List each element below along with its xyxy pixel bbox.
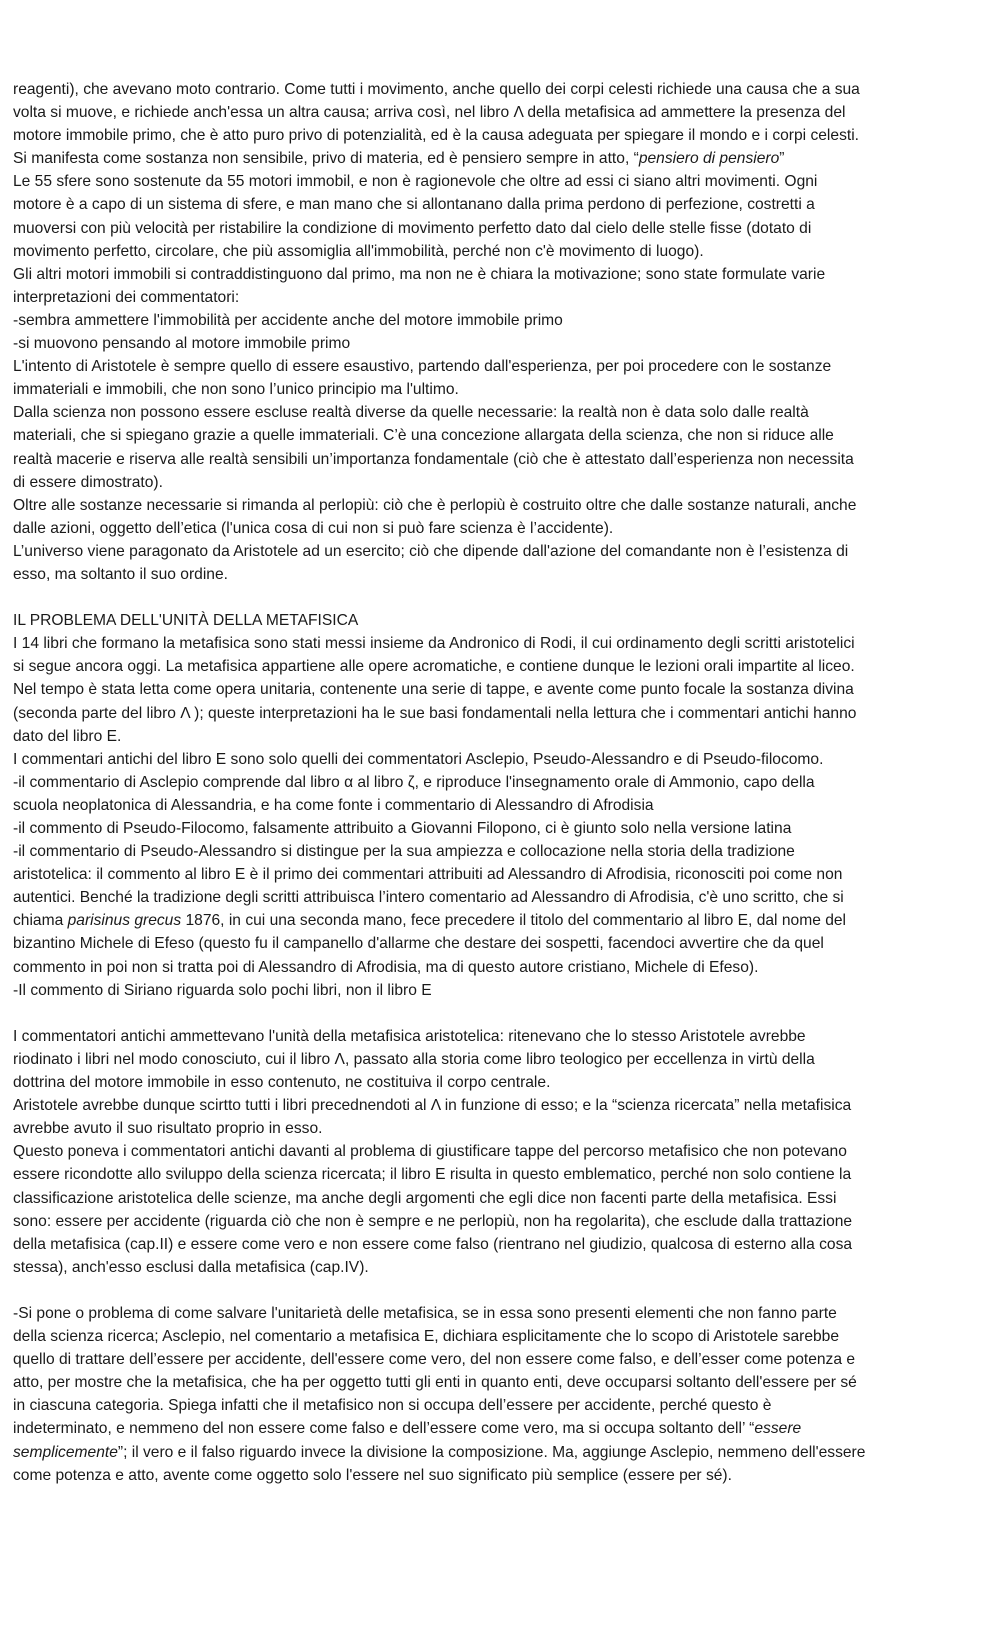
line-text: classificazione aristotelica delle scienze, ma anche degli argomenti che egli dice non facenti parte della metafisica. Essi xyxy=(13,1189,837,1207)
line-text: avrebbe avuto il suo risultato proprio in esso. xyxy=(13,1120,323,1138)
text-line xyxy=(13,471,993,494)
line-text: sono: essere per accidente (riguarda ciò che non è sempre e ne perlopiù, non ha regolarita), che esclude dalla trattazione xyxy=(13,1212,853,1230)
line-text: muoversi con più velocità per ristabilire la condizione di movimento perfetto dato dal cielo delle stelle fisse (dotato di xyxy=(13,219,812,237)
italic-text: pensiero di pensiero xyxy=(638,150,780,168)
text-line xyxy=(13,886,993,909)
line-text: della metafisica (cap.II) e essere come vero e non essere come falso (rientrano nel giudizio, qualcosa di esterno alla cosa xyxy=(13,1235,853,1253)
line-text: (seconda parte del libro Λ ); queste interpretazioni ha le sue basi fondamentali nella lettura che i commentari antichi hanno xyxy=(13,704,857,722)
line-text: I 14 libri che formano la metafisica sono stati messi insieme da Andronico di Rodi, il cui ordinamento degli scritti aristotelici xyxy=(13,635,855,653)
blank-line xyxy=(13,1279,993,1302)
text-line xyxy=(13,678,993,701)
text-line xyxy=(13,401,993,424)
text-line xyxy=(13,378,993,401)
line-text: I commentatori antichi ammettevano l'unità della metafisica aristotelica: ritenevano che lo stesso Aristotele avrebbe xyxy=(13,1027,806,1045)
line-text: -il commentario di Pseudo-Alessandro si distingue per la sua ampiezza e collocazione nella storia della tradizione xyxy=(13,843,795,861)
text-line xyxy=(13,956,993,979)
line-text: atto, per mostre che la metafisica, che ha per oggetto tutti gli enti in quanto enti, deve occuparsi soltanto dell'essere per sé xyxy=(13,1374,857,1392)
text-line xyxy=(13,1071,993,1094)
line-text: motore è a capo di un sistema di sfere, e man mano che si allontanano dalla prima perdono di perfezione, costretti a xyxy=(13,196,815,214)
line-text: Le 55 sfere sono sostenute da 55 motori immobil, e non è ragionevole che oltre ad essi ci siano altri movimenti. Ogni xyxy=(13,173,818,191)
text-line xyxy=(13,1210,993,1233)
text-line xyxy=(13,332,993,355)
text-line xyxy=(13,655,993,678)
line-text: L'intento di Aristotele è sempre quello di essere esaustivo, partendo dall'esperienza, per poi procedere con le sostanze xyxy=(13,358,832,376)
line-text: volta si muove, e richiede anch'essa un altra causa; arriva così, nel libro Λ della metafisica ad ammettere la presenza del xyxy=(13,104,846,122)
line-text: come potenza e atto, avente come oggetto solo l'essere nel suo significato più semplice (essere per sé). xyxy=(13,1466,732,1484)
line-text: commento in poi non si tratta poi di Alessandro di Afrodisia, ma di questo autore cristiano, Michele di Efeso). xyxy=(13,958,759,976)
line-text: Oltre alle sostanze necessarie si rimanda al perlopiù: ciò che è perlopiù è costruito oltre che dalle sostanze naturali, anche xyxy=(13,496,857,514)
text-line xyxy=(13,240,993,263)
text-line xyxy=(13,494,993,517)
text-line xyxy=(13,840,993,863)
line-text: -Si pone o problema di come salvare l'unitarietà delle metafisica, se in essa sono presenti elementi che non fanno parte xyxy=(13,1304,837,1322)
italic-text: essere xyxy=(754,1420,802,1438)
text-line xyxy=(13,725,993,748)
text-line xyxy=(13,1325,993,1348)
text-line xyxy=(13,909,993,932)
line-text: chiama xyxy=(13,912,68,930)
line-text: stessa), anch'esso esclusi dalla metafisica (cap.IV). xyxy=(13,1258,369,1276)
text-line xyxy=(13,263,993,286)
line-text: motore immobile primo, che è atto puro privo di potenzialità, ed è la causa adeguata per spiegare il mondo e i corpi celesti. xyxy=(13,127,859,145)
text-line xyxy=(13,1302,993,1325)
line-text: materiali, che si spiegano grazie a quelle immateriali. C’è una concezione allargata della scienza, che non si riduce alle xyxy=(13,427,834,445)
blank-line xyxy=(13,586,993,609)
text-line xyxy=(13,217,993,240)
line-text-after: ” xyxy=(779,150,785,168)
line-text: quello di trattare dell’essere per accidente, dell'essere come vero, del non essere come falso, e dell’esser come potenza e xyxy=(13,1351,856,1369)
text-line xyxy=(13,1441,993,1464)
line-text: -il commento di Pseudo-Filocomo, falsamente attribuito a Giovanni Filopono, ci è giunto solo nella versione latina xyxy=(13,820,792,837)
line-text: Si manifesta come sostanza non sensibile, privo di materia, ed è pensiero sempre in atto, “ xyxy=(13,150,639,168)
text-line xyxy=(13,1163,993,1186)
line-text: scuola neoplatonica di Alessandria, e ha come fonte i commentario di Alessandro di Afrodisia xyxy=(13,796,654,814)
text-line xyxy=(13,632,993,655)
line-text: in ciascuna categoria. Spiega infatti che il metafisico non si occupa dell’essere per accidente, perché questo è xyxy=(13,1397,772,1415)
text-line xyxy=(13,1187,993,1210)
text-line xyxy=(13,540,993,563)
line-text-after: ”; il vero e il falso riguardo invece la divisione la composizione. Ma, aggiunge Asclepio, nemmeno dell'essere xyxy=(117,1443,866,1461)
line-text: I commentari antichi del libro E sono solo quelli dei commentatori Asclepio, Pseudo-Alessandro e di Pseudo-filocomo. xyxy=(13,750,824,768)
document-body xyxy=(13,78,993,1487)
line-text: della scienza ricerca; Asclepio, nel comentario a metafisica E, dichiara esplicitamente che lo scopo di Aristotele sarebbe xyxy=(13,1328,840,1346)
line-text-after: 1876, in cui una seconda mano, fece precedere il titolo del commentario al libro E, dal nome del xyxy=(181,912,847,930)
text-line xyxy=(13,448,993,471)
line-text: dato del libro E. xyxy=(13,727,122,745)
line-text: -si muovono pensando al motore immobile primo xyxy=(13,335,351,353)
text-line xyxy=(13,101,993,124)
line-text: -il commentario di Asclepio comprende dal libro α al libro ζ, e riproduce l'insegnamento orale di Ammonio, capo della xyxy=(13,773,815,791)
line-text: Questo poneva i commentatori antichi davanti al problema di giustificare tappe del percorso metafisico che non potevano xyxy=(13,1143,847,1161)
text-line xyxy=(13,1464,993,1487)
line-text: essere ricondotte allo sviluppo della scienza ricercata; il libro E risulta in questo emblematico, perché non solo contiene la xyxy=(13,1166,852,1184)
text-line xyxy=(13,1348,993,1371)
text-line xyxy=(13,702,993,725)
line-text: -Il commento di Siriano riguarda solo pochi libri, non il libro E xyxy=(13,981,432,999)
line-text: dalle azioni, oggetto dell’etica (l'unica cosa di cui non si può fare scienza è l’accidente). xyxy=(13,519,614,537)
line-text: riodinato i libri nel modo conosciuto, cui il libro Λ, passato alla storia come libro teologico per eccellenza in virtù della xyxy=(13,1050,815,1068)
text-line xyxy=(13,609,993,632)
text-line xyxy=(13,863,993,886)
text-line xyxy=(13,817,993,840)
text-line xyxy=(13,932,993,955)
text-line xyxy=(13,771,993,794)
text-line xyxy=(13,1140,993,1163)
line-text: IL PROBLEMA DELL'UNITÀ DELLA METAFISICA xyxy=(13,612,359,630)
line-text: Aristotele avrebbe dunque scirtto tutti i libri precednendoti al Λ in funzione di esso; e la “scienza ricercata” nella metafisica xyxy=(13,1097,852,1115)
line-text: realtà macerie e riserva alle realtà sensibili un’importanza fondamentale (ciò che è attestato dall’esperienza non necessita xyxy=(13,450,854,468)
line-text: Dalla scienza non possono essere escluse realtà diverse da quelle necessarie: la realtà non è data solo dalle realtà xyxy=(13,404,809,422)
text-line xyxy=(13,979,993,1002)
line-text: reagenti), che avevano moto contrario. Come tutti i movimento, anche quello dei corpi celesti richiede una causa che a sua xyxy=(13,81,860,98)
text-line xyxy=(13,1417,993,1440)
line-text: indeterminato, e nemmeno del non essere come falso e dell’essere come vero, ma si occupa soltanto dell’ “ xyxy=(13,1420,755,1438)
text-line xyxy=(13,1025,993,1048)
line-text: aristotelica: il commento al libro E è il primo dei commentari attribuiti ad Alessandro di Afrodisia, riconosciti poi come non xyxy=(13,866,843,884)
text-line xyxy=(13,1094,993,1117)
italic-text: semplicemente xyxy=(13,1443,118,1461)
text-line xyxy=(13,355,993,378)
line-text: dottrina del motore immobile in esso contenuto, ne costituiva il corpo centrale. xyxy=(13,1074,551,1092)
text-line xyxy=(13,78,993,101)
blank-line xyxy=(13,1002,993,1025)
text-line xyxy=(13,1256,993,1279)
line-text: interpretazioni dei commentatori: xyxy=(13,288,240,306)
text-line xyxy=(13,424,993,447)
line-text: di essere dimostrato). xyxy=(13,473,163,491)
text-line xyxy=(13,517,993,540)
line-text: L’universo viene paragonato da Aristotele ad un esercito; ciò che dipende dall'azione del comandante non è l’esistenza di xyxy=(13,542,849,560)
text-line xyxy=(13,147,993,170)
text-line xyxy=(13,1394,993,1417)
text-line xyxy=(13,563,993,586)
line-text: si segue ancora oggi. La metafisica appartiene alle opere acromatiche, e contiene dunque le lezioni orali impartite al liceo. xyxy=(13,658,855,676)
italic-text: parisinus grecus xyxy=(67,912,182,930)
line-text: esso, ma soltanto il suo ordine. xyxy=(13,565,228,583)
line-text: Gli altri motori immobili si contraddistinguono dal primo, ma non ne è chiara la motivazione; sono state formulate varie xyxy=(13,265,826,283)
text-line xyxy=(13,193,993,216)
text-line xyxy=(13,1048,993,1071)
text-line xyxy=(13,286,993,309)
text-line xyxy=(13,124,993,147)
text-line xyxy=(13,748,993,771)
text-line xyxy=(13,794,993,817)
line-text: autentici. Benché la tradizione degli scritti attribuisca l’intero comentario ad Alessandro di Afrodisia, c'è uno scritto, che si xyxy=(13,889,844,907)
text-line xyxy=(13,1371,993,1394)
text-line xyxy=(13,1117,993,1140)
line-text: movimento perfetto, circolare, che più assomiglia all'immobilità, perché non c'è movimento di luogo). xyxy=(13,242,704,260)
line-text: immateriali e immobili, che non sono l’unico principio ma l'ultimo. xyxy=(13,381,459,399)
text-line xyxy=(13,309,993,332)
line-text: bizantino Michele di Efeso (questo fu il campanello d'allarme che destare dei sospetti, facendoci avvertire che da quel xyxy=(13,935,824,953)
line-text: -sembra ammettere l'immobilità per accidente anche del motore immobile primo xyxy=(13,311,563,329)
line-text: Nel tempo è stata letta come opera unitaria, contenente una serie di tappe, e avente come punto focale la sostanza divina xyxy=(13,681,854,699)
text-line xyxy=(13,1233,993,1256)
text-line xyxy=(13,170,993,193)
